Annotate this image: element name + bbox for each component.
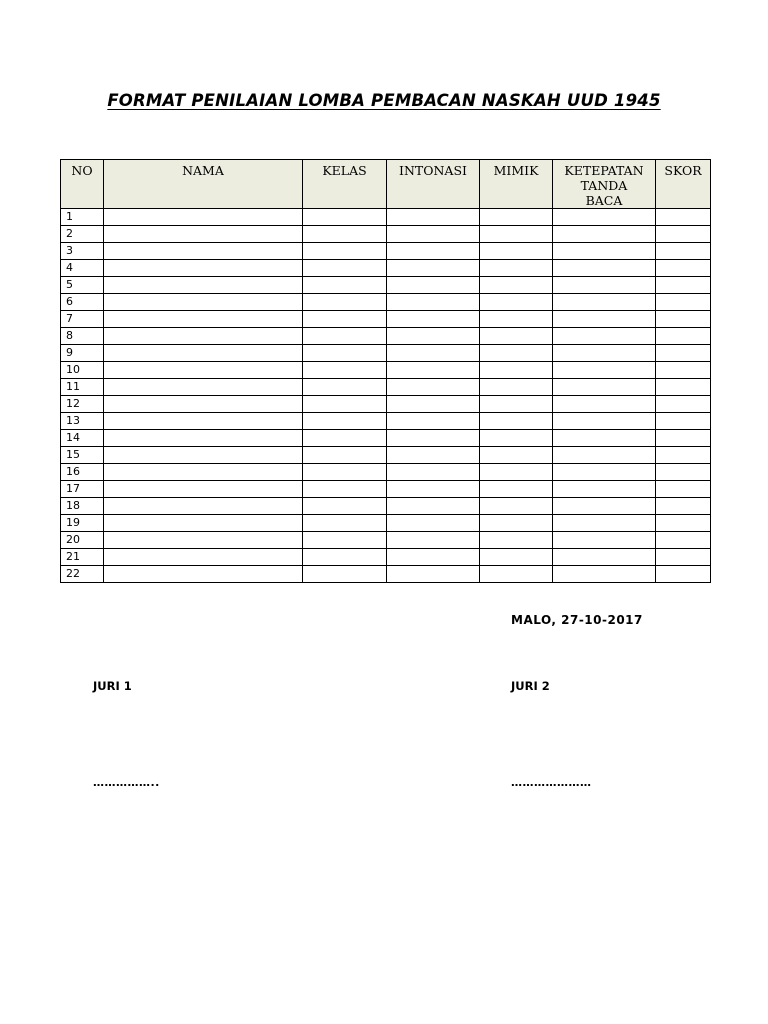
table-row — [61, 294, 711, 311]
cell-kelas — [303, 447, 387, 464]
cell-mimik — [480, 311, 553, 328]
cell-nama — [104, 345, 303, 362]
cell-kelas — [303, 277, 387, 294]
cell-nama — [104, 311, 303, 328]
cell-nama — [104, 566, 303, 583]
cell-intonasi — [387, 481, 480, 498]
cell-ketepatan — [553, 413, 656, 430]
cell-kelas — [303, 345, 387, 362]
table-row — [61, 396, 711, 413]
cell-ketepatan — [553, 447, 656, 464]
cell-nama — [104, 549, 303, 566]
cell-mimik — [480, 294, 553, 311]
row-number: 3 — [61, 243, 104, 260]
table-row — [61, 311, 711, 328]
cell-intonasi — [387, 430, 480, 447]
cell-ketepatan — [553, 243, 656, 260]
cell-nama — [104, 328, 303, 345]
table-row — [61, 226, 711, 243]
cell-skor — [656, 226, 711, 243]
cell-ketepatan — [553, 311, 656, 328]
cell-intonasi — [387, 498, 480, 515]
header-kelas: KELAS — [303, 160, 387, 209]
table-row — [61, 430, 711, 447]
cell-intonasi — [387, 447, 480, 464]
cell-nama — [104, 532, 303, 549]
cell-kelas — [303, 311, 387, 328]
header-nama: NAMA — [104, 160, 303, 209]
cell-nama — [104, 481, 303, 498]
row-number: 10 — [61, 362, 104, 379]
cell-ketepatan — [553, 362, 656, 379]
cell-kelas — [303, 379, 387, 396]
cell-ketepatan — [553, 515, 656, 532]
cell-intonasi — [387, 532, 480, 549]
cell-skor — [656, 328, 711, 345]
cell-nama — [104, 413, 303, 430]
cell-kelas — [303, 396, 387, 413]
cell-ketepatan — [553, 532, 656, 549]
cell-nama — [104, 498, 303, 515]
cell-nama — [104, 430, 303, 447]
cell-skor — [656, 396, 711, 413]
cell-nama — [104, 277, 303, 294]
cell-intonasi — [387, 260, 480, 277]
table-row — [61, 277, 711, 294]
table-row — [61, 532, 711, 549]
table-row — [61, 413, 711, 430]
cell-kelas — [303, 260, 387, 277]
juri2-signature-line: ………………… — [511, 776, 592, 789]
cell-mimik — [480, 277, 553, 294]
cell-mimik — [480, 498, 553, 515]
header-ketepatan-line2: TANDA — [580, 178, 628, 193]
cell-ketepatan — [553, 549, 656, 566]
cell-ketepatan — [553, 294, 656, 311]
cell-skor — [656, 209, 711, 226]
table-row — [61, 549, 711, 566]
cell-ketepatan — [553, 345, 656, 362]
table-row — [61, 447, 711, 464]
cell-mimik — [480, 396, 553, 413]
table-row — [61, 566, 711, 583]
cell-intonasi — [387, 413, 480, 430]
cell-skor — [656, 362, 711, 379]
cell-intonasi — [387, 294, 480, 311]
score-table — [60, 159, 711, 583]
cell-nama — [104, 464, 303, 481]
document-title-text: FORMAT PENILAIAN LOMBA PEMBACAN NASKAH UUD 1945 — [107, 91, 661, 110]
cell-kelas — [303, 209, 387, 226]
row-number: 18 — [61, 498, 104, 515]
cell-intonasi — [387, 362, 480, 379]
cell-skor — [656, 294, 711, 311]
cell-mimik — [480, 379, 553, 396]
cell-mimik — [480, 413, 553, 430]
cell-mimik — [480, 481, 553, 498]
juri1-signature-line: …………….. — [93, 776, 160, 789]
cell-skor — [656, 464, 711, 481]
cell-skor — [656, 498, 711, 515]
row-number: 16 — [61, 464, 104, 481]
cell-nama — [104, 396, 303, 413]
document-title — [0, 91, 768, 110]
table-header-row — [61, 160, 711, 209]
header-skor: SKOR — [656, 160, 711, 209]
place-date: MALO, 27-10-2017 — [511, 613, 643, 627]
cell-kelas — [303, 515, 387, 532]
cell-nama — [104, 260, 303, 277]
cell-kelas — [303, 464, 387, 481]
cell-ketepatan — [553, 328, 656, 345]
cell-kelas — [303, 566, 387, 583]
table-row — [61, 481, 711, 498]
table-row — [61, 328, 711, 345]
cell-intonasi — [387, 243, 480, 260]
cell-intonasi — [387, 328, 480, 345]
row-number: 9 — [61, 345, 104, 362]
cell-mimik — [480, 345, 553, 362]
cell-kelas — [303, 226, 387, 243]
cell-ketepatan — [553, 277, 656, 294]
cell-ketepatan — [553, 379, 656, 396]
juri2-label: JURI 2 — [511, 679, 550, 693]
juri1-label: JURI 1 — [93, 679, 132, 693]
header-ketepatan-line1: KETEPATAN — [564, 163, 644, 178]
cell-skor — [656, 481, 711, 498]
row-number: 1 — [61, 209, 104, 226]
cell-intonasi — [387, 396, 480, 413]
cell-intonasi — [387, 226, 480, 243]
table-row — [61, 379, 711, 396]
cell-mimik — [480, 515, 553, 532]
cell-nama — [104, 515, 303, 532]
row-number: 11 — [61, 379, 104, 396]
row-number: 6 — [61, 294, 104, 311]
row-number: 15 — [61, 447, 104, 464]
cell-nama — [104, 447, 303, 464]
cell-ketepatan — [553, 566, 656, 583]
cell-intonasi — [387, 379, 480, 396]
table-body — [61, 209, 711, 583]
cell-skor — [656, 260, 711, 277]
cell-mimik — [480, 362, 553, 379]
row-number: 2 — [61, 226, 104, 243]
cell-skor — [656, 277, 711, 294]
table-row — [61, 464, 711, 481]
header-ketepatan-line3: BACA — [585, 193, 623, 208]
cell-ketepatan — [553, 226, 656, 243]
cell-kelas — [303, 294, 387, 311]
cell-intonasi — [387, 566, 480, 583]
header-intonasi: INTONASI — [387, 160, 480, 209]
cell-kelas — [303, 532, 387, 549]
cell-intonasi — [387, 209, 480, 226]
cell-nama — [104, 243, 303, 260]
table-row — [61, 498, 711, 515]
cell-nama — [104, 226, 303, 243]
cell-skor — [656, 532, 711, 549]
table-row — [61, 243, 711, 260]
cell-intonasi — [387, 549, 480, 566]
row-number: 5 — [61, 277, 104, 294]
header-ketepatan-tanda-baca — [553, 160, 656, 209]
cell-kelas — [303, 328, 387, 345]
cell-mimik — [480, 464, 553, 481]
cell-mimik — [480, 566, 553, 583]
cell-nama — [104, 294, 303, 311]
cell-skor — [656, 379, 711, 396]
cell-nama — [104, 379, 303, 396]
row-number: 17 — [61, 481, 104, 498]
cell-kelas — [303, 481, 387, 498]
cell-kelas — [303, 413, 387, 430]
cell-intonasi — [387, 277, 480, 294]
cell-mimik — [480, 447, 553, 464]
row-number: 8 — [61, 328, 104, 345]
row-number: 7 — [61, 311, 104, 328]
row-number: 4 — [61, 260, 104, 277]
cell-ketepatan — [553, 430, 656, 447]
cell-ketepatan — [553, 481, 656, 498]
cell-skor — [656, 430, 711, 447]
cell-ketepatan — [553, 396, 656, 413]
cell-mimik — [480, 549, 553, 566]
row-number: 20 — [61, 532, 104, 549]
row-number: 12 — [61, 396, 104, 413]
header-mimik: MIMIK — [480, 160, 553, 209]
row-number: 21 — [61, 549, 104, 566]
cell-mimik — [480, 430, 553, 447]
cell-kelas — [303, 549, 387, 566]
cell-skor — [656, 243, 711, 260]
cell-skor — [656, 413, 711, 430]
row-number: 19 — [61, 515, 104, 532]
cell-ketepatan — [553, 464, 656, 481]
row-number: 22 — [61, 566, 104, 583]
header-no: NO — [61, 160, 104, 209]
cell-ketepatan — [553, 498, 656, 515]
table-row — [61, 362, 711, 379]
cell-intonasi — [387, 515, 480, 532]
row-number: 14 — [61, 430, 104, 447]
cell-nama — [104, 209, 303, 226]
table-row — [61, 209, 711, 226]
cell-nama — [104, 362, 303, 379]
cell-ketepatan — [553, 260, 656, 277]
cell-mimik — [480, 532, 553, 549]
cell-mimik — [480, 260, 553, 277]
cell-mimik — [480, 209, 553, 226]
cell-ketepatan — [553, 209, 656, 226]
cell-kelas — [303, 498, 387, 515]
cell-skor — [656, 345, 711, 362]
table-row — [61, 345, 711, 362]
cell-kelas — [303, 243, 387, 260]
cell-kelas — [303, 362, 387, 379]
cell-intonasi — [387, 464, 480, 481]
cell-kelas — [303, 430, 387, 447]
cell-intonasi — [387, 345, 480, 362]
cell-skor — [656, 447, 711, 464]
cell-mimik — [480, 226, 553, 243]
cell-skor — [656, 549, 711, 566]
cell-mimik — [480, 243, 553, 260]
row-number: 13 — [61, 413, 104, 430]
cell-skor — [656, 515, 711, 532]
cell-mimik — [480, 328, 553, 345]
table-row — [61, 260, 711, 277]
cell-skor — [656, 566, 711, 583]
table-row — [61, 515, 711, 532]
cell-skor — [656, 311, 711, 328]
cell-intonasi — [387, 311, 480, 328]
